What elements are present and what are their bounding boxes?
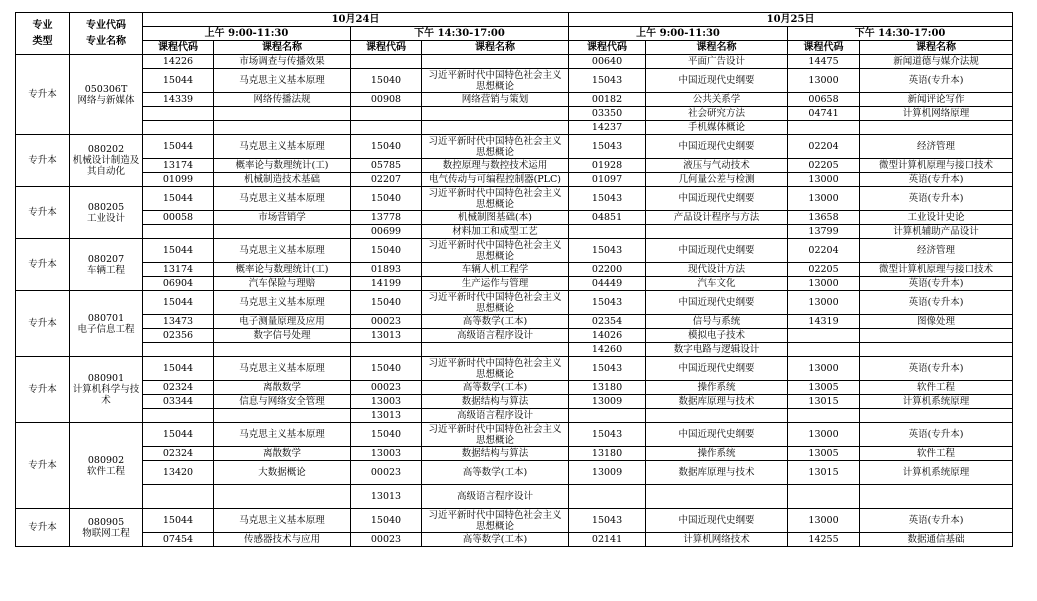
course-name-cell: 数字电路与逻辑设计: [646, 343, 788, 357]
course-code-cell: 14237: [569, 121, 646, 135]
course-name-cell: 微型计算机原理与接口技术: [860, 159, 1013, 173]
course-name-cell: 经济管理: [860, 239, 1013, 263]
course-code-cell: 00908: [351, 93, 422, 107]
course-name-cell: 软件工程: [860, 447, 1013, 461]
course-code-cell: 15043: [569, 187, 646, 211]
major-code-name-cell: 080205 工业设计: [70, 187, 143, 239]
course-code-cell: 02324: [143, 381, 214, 395]
course-name-cell: 英语(专升本): [860, 509, 1013, 533]
table-row: [16, 343, 1013, 357]
course-code-cell: 02204: [788, 135, 860, 159]
course-name-cell: 数控原理与数控技术运用: [422, 159, 569, 173]
course-name-cell: 传感器技术与应用: [214, 533, 351, 547]
course-code-cell: [351, 343, 422, 357]
table-row: [16, 211, 1013, 225]
course-code-cell: 00023: [351, 315, 422, 329]
course-name-header: 课程名称: [860, 41, 1013, 55]
course-code-cell: 13778: [351, 211, 422, 225]
course-name-cell: 经济管理: [860, 135, 1013, 159]
course-code-cell: 13013: [351, 329, 422, 343]
course-code-header: 课程代码: [788, 41, 860, 55]
course-code-cell: 13005: [788, 447, 860, 461]
course-code-cell: 02141: [569, 533, 646, 547]
course-name-cell: 微型计算机原理与接口技术: [860, 263, 1013, 277]
course-name-cell: 软件工程: [860, 381, 1013, 395]
table-row: [16, 121, 1013, 135]
course-name-cell: 市场调查与传播效果: [214, 55, 351, 69]
course-name-cell: 操作系统: [646, 447, 788, 461]
course-code-cell: 13015: [788, 461, 860, 485]
course-code-header: 课程代码: [351, 41, 422, 55]
course-code-cell: [788, 409, 860, 423]
table-row: [16, 263, 1013, 277]
course-name-cell: 机械制造技术基础: [214, 173, 351, 187]
course-code-cell: 13003: [351, 447, 422, 461]
course-name-cell: 机械制图基础(本): [422, 211, 569, 225]
course-name-cell: 离散数学: [214, 381, 351, 395]
course-code-cell: 00699: [351, 225, 422, 239]
course-code-cell: 13000: [788, 509, 860, 533]
course-code-cell: 13473: [143, 315, 214, 329]
course-code-cell: 13009: [569, 461, 646, 485]
course-code-cell: [351, 107, 422, 121]
course-code-cell: 13015: [788, 395, 860, 409]
course-name-cell: 习近平新时代中国特色社会主义思想概论: [422, 357, 569, 381]
course-code-cell: [788, 121, 860, 135]
course-code-cell: 14319: [788, 315, 860, 329]
table-row: [16, 409, 1013, 423]
session-header-day1-pm: 下午 14:30-17:00: [351, 27, 569, 41]
major-type-cell: 专升本: [16, 55, 70, 135]
course-name-cell: 数据结构与算法: [422, 395, 569, 409]
course-code-cell: 13180: [569, 447, 646, 461]
course-name-cell: 习近平新时代中国特色社会主义思想概论: [422, 291, 569, 315]
course-code-cell: 14026: [569, 329, 646, 343]
course-code-cell: 00023: [351, 533, 422, 547]
course-code-cell: 13000: [788, 291, 860, 315]
course-name-cell: 公共关系学: [646, 93, 788, 107]
course-name-cell: 手机媒体概论: [646, 121, 788, 135]
course-code-cell: [788, 329, 860, 343]
course-name-cell: 市场营销学: [214, 211, 351, 225]
course-name-cell: [860, 121, 1013, 135]
course-name-cell: [860, 485, 1013, 509]
course-code-cell: 13658: [788, 211, 860, 225]
course-code-cell: 13174: [143, 159, 214, 173]
course-name-cell: [422, 121, 569, 135]
table-row: [16, 173, 1013, 187]
table-row: [16, 93, 1013, 107]
table-row: [16, 187, 1013, 211]
course-name-cell: 高等数学(工本): [422, 461, 569, 485]
course-code-cell: 15043: [569, 291, 646, 315]
course-code-cell: 01893: [351, 263, 422, 277]
major-code-name-cell: 050306T 网络与新媒体: [70, 55, 143, 135]
course-code-cell: 02354: [569, 315, 646, 329]
course-code-cell: 13003: [351, 395, 422, 409]
course-code-cell: 13013: [351, 409, 422, 423]
course-code-cell: 00023: [351, 461, 422, 485]
course-name-cell: 社会研究方法: [646, 107, 788, 121]
course-name-cell: 习近平新时代中国特色社会主义思想概论: [422, 239, 569, 263]
course-name-cell: 概率论与数理统计(工): [214, 263, 351, 277]
table-row: [16, 239, 1013, 263]
course-code-cell: [351, 55, 422, 69]
course-name-cell: 中国近现代史纲要: [646, 135, 788, 159]
course-code-cell: 15044: [143, 423, 214, 447]
major-type-header: 专业 类型: [16, 13, 70, 55]
course-name-cell: [646, 409, 788, 423]
table-row: [16, 225, 1013, 239]
course-code-cell: 13000: [788, 423, 860, 447]
course-name-cell: [214, 121, 351, 135]
course-name-cell: 高级语言程序设计: [422, 329, 569, 343]
table-row: [16, 277, 1013, 291]
major-type-cell: 专升本: [16, 509, 70, 547]
course-name-cell: 计算机网络技术: [646, 533, 788, 547]
course-code-cell: 01928: [569, 159, 646, 173]
course-name-cell: 英语(专升本): [860, 423, 1013, 447]
course-code-cell: 15044: [143, 357, 214, 381]
table-row: [16, 107, 1013, 121]
course-code-cell: 15040: [351, 423, 422, 447]
course-code-cell: 15043: [569, 509, 646, 533]
course-name-cell: 中国近现代史纲要: [646, 357, 788, 381]
course-name-cell: [214, 409, 351, 423]
course-name-cell: 数据库原理与技术: [646, 461, 788, 485]
course-name-cell: 现代设计方法: [646, 263, 788, 277]
course-name-cell: 计算机系统原理: [860, 395, 1013, 409]
course-name-cell: 马克思主义基本原理: [214, 69, 351, 93]
course-code-header: 课程代码: [143, 41, 214, 55]
course-name-header: 课程名称: [422, 41, 569, 55]
course-name-cell: 液压与气动技术: [646, 159, 788, 173]
course-name-cell: 高等数学(工本): [422, 381, 569, 395]
course-code-cell: 04741: [788, 107, 860, 121]
course-code-cell: 02356: [143, 329, 214, 343]
table-row: [16, 329, 1013, 343]
major-type-cell: 专升本: [16, 187, 70, 239]
course-code-cell: [569, 409, 646, 423]
course-name-cell: 数据库原理与技术: [646, 395, 788, 409]
course-code-cell: 13420: [143, 461, 214, 485]
course-name-cell: 中国近现代史纲要: [646, 423, 788, 447]
table-row: [16, 447, 1013, 461]
course-code-cell: 13180: [569, 381, 646, 395]
course-name-cell: [214, 225, 351, 239]
course-name-cell: 马克思主义基本原理: [214, 423, 351, 447]
course-code-cell: 15044: [143, 187, 214, 211]
course-name-cell: 操作系统: [646, 381, 788, 395]
table-row: [16, 315, 1013, 329]
course-code-cell: 13799: [788, 225, 860, 239]
major-code-name-cell: 080701 电子信息工程: [70, 291, 143, 357]
course-name-cell: 数据结构与算法: [422, 447, 569, 461]
course-name-cell: 马克思主义基本原理: [214, 239, 351, 263]
course-name-cell: 电子测量原理及应用: [214, 315, 351, 329]
table-row: [16, 533, 1013, 547]
course-name-cell: 马克思主义基本原理: [214, 509, 351, 533]
course-code-cell: [351, 121, 422, 135]
course-code-cell: 15040: [351, 69, 422, 93]
course-code-cell: 15043: [569, 423, 646, 447]
course-name-cell: 高等数学(工本): [422, 533, 569, 547]
date-header-day2: 10月25日: [569, 13, 1013, 27]
course-name-cell: [214, 343, 351, 357]
course-code-cell: [569, 225, 646, 239]
course-name-cell: [422, 107, 569, 121]
course-code-cell: 15040: [351, 509, 422, 533]
course-name-cell: 中国近现代史纲要: [646, 69, 788, 93]
course-name-cell: 数字信号处理: [214, 329, 351, 343]
course-code-cell: [143, 343, 214, 357]
course-name-cell: 习近平新时代中国特色社会主义思想概论: [422, 509, 569, 533]
course-name-cell: 生产运作与管理: [422, 277, 569, 291]
course-name-header: 课程名称: [646, 41, 788, 55]
course-code-cell: 02207: [351, 173, 422, 187]
course-code-cell: 14339: [143, 93, 214, 107]
course-code-cell: 07454: [143, 533, 214, 547]
course-name-cell: [214, 107, 351, 121]
course-code-cell: 02204: [788, 239, 860, 263]
course-name-cell: 高级语言程序设计: [422, 485, 569, 509]
course-code-cell: [788, 485, 860, 509]
course-name-cell: 信息与网络安全管理: [214, 395, 351, 409]
course-code-cell: 14255: [788, 533, 860, 547]
course-code-cell: 03350: [569, 107, 646, 121]
course-code-cell: 14475: [788, 55, 860, 69]
course-name-cell: 马克思主义基本原理: [214, 357, 351, 381]
course-code-cell: 13174: [143, 263, 214, 277]
course-code-cell: 15040: [351, 239, 422, 263]
course-code-header: 课程代码: [569, 41, 646, 55]
course-code-cell: 04449: [569, 277, 646, 291]
schedule-body: [16, 55, 1013, 547]
course-name-cell: 英语(专升本): [860, 69, 1013, 93]
course-name-cell: 几何量公差与检测: [646, 173, 788, 187]
course-name-cell: 高级语言程序设计: [422, 409, 569, 423]
course-name-cell: 材料加工和成型工艺: [422, 225, 569, 239]
major-code-name-cell: 080202 机械设计制造及其自动化: [70, 135, 143, 187]
course-name-cell: 大数据概论: [214, 461, 351, 485]
course-name-cell: 车辆人机工程学: [422, 263, 569, 277]
course-code-cell: 00640: [569, 55, 646, 69]
course-code-cell: 15040: [351, 357, 422, 381]
course-code-cell: 02324: [143, 447, 214, 461]
course-name-cell: 网络营销与策划: [422, 93, 569, 107]
course-code-cell: [143, 225, 214, 239]
course-name-cell: 英语(专升本): [860, 291, 1013, 315]
course-name-cell: 概率论与数理统计(工): [214, 159, 351, 173]
course-name-cell: [646, 485, 788, 509]
course-code-cell: 15043: [569, 239, 646, 263]
date-header-day1: 10月24日: [143, 13, 569, 27]
course-code-cell: 13005: [788, 381, 860, 395]
course-code-cell: 14199: [351, 277, 422, 291]
course-code-cell: 15043: [569, 135, 646, 159]
exam-schedule-table: [15, 12, 1013, 547]
course-code-cell: 00658: [788, 93, 860, 107]
table-row: [16, 381, 1013, 395]
course-code-cell: 15043: [569, 69, 646, 93]
major-type-cell: 专升本: [16, 357, 70, 423]
table-row: [16, 461, 1013, 485]
course-code-cell: 02205: [788, 263, 860, 277]
course-name-cell: 图像处理: [860, 315, 1013, 329]
course-name-cell: 中国近现代史纲要: [646, 509, 788, 533]
session-header-day2-am: 上午 9:00-11:30: [569, 27, 788, 41]
table-row: [16, 509, 1013, 533]
table-row: [16, 485, 1013, 509]
course-name-cell: [422, 55, 569, 69]
course-code-cell: 13000: [788, 69, 860, 93]
table-row: [16, 357, 1013, 381]
course-code-cell: 01099: [143, 173, 214, 187]
course-name-cell: 信号与系统: [646, 315, 788, 329]
course-code-cell: 03344: [143, 395, 214, 409]
course-code-cell: 02200: [569, 263, 646, 277]
course-code-cell: [788, 343, 860, 357]
session-header-day2-pm: 下午 14:30-17:00: [788, 27, 1013, 41]
course-code-cell: 15044: [143, 135, 214, 159]
course-name-cell: 习近平新时代中国特色社会主义思想概论: [422, 69, 569, 93]
course-code-cell: [143, 121, 214, 135]
course-name-cell: 英语(专升本): [860, 357, 1013, 381]
course-name-cell: 马克思主义基本原理: [214, 187, 351, 211]
course-name-cell: 新闻评论写作: [860, 93, 1013, 107]
course-name-cell: 汽车文化: [646, 277, 788, 291]
course-name-cell: 中国近现代史纲要: [646, 239, 788, 263]
course-name-cell: 新闻道德与媒介法规: [860, 55, 1013, 69]
course-name-cell: 电气传动与可编程控制器(PLC): [422, 173, 569, 187]
course-code-cell: [143, 107, 214, 121]
course-code-cell: 06904: [143, 277, 214, 291]
table-row: [16, 291, 1013, 315]
table-row: [16, 159, 1013, 173]
course-name-cell: 马克思主义基本原理: [214, 291, 351, 315]
major-code-name-cell: 080207 车辆工程: [70, 239, 143, 291]
course-code-cell: 13000: [788, 277, 860, 291]
major-code-name-cell: 080905 物联网工程: [70, 509, 143, 547]
course-code-cell: 14226: [143, 55, 214, 69]
course-code-cell: 01097: [569, 173, 646, 187]
course-name-cell: 汽车保险与理赔: [214, 277, 351, 291]
course-name-cell: 中国近现代史纲要: [646, 187, 788, 211]
course-code-cell: 15044: [143, 509, 214, 533]
course-code-cell: 13000: [788, 173, 860, 187]
course-code-cell: 15044: [143, 291, 214, 315]
major-type-cell: 专升本: [16, 423, 70, 509]
course-code-cell: 02205: [788, 159, 860, 173]
course-name-cell: 计算机网络原理: [860, 107, 1013, 121]
course-code-cell: 13000: [788, 357, 860, 381]
course-code-cell: 15044: [143, 239, 214, 263]
course-name-cell: [860, 409, 1013, 423]
course-name-cell: [646, 225, 788, 239]
course-name-cell: [214, 485, 351, 509]
course-code-cell: 00058: [143, 211, 214, 225]
course-name-cell: 平面广告设计: [646, 55, 788, 69]
course-code-cell: 13009: [569, 395, 646, 409]
table-row: [16, 69, 1013, 93]
major-code-name-header: 专业代码 专业名称: [70, 13, 143, 55]
course-name-cell: 产品设计程序与方法: [646, 211, 788, 225]
course-code-cell: 00182: [569, 93, 646, 107]
course-code-cell: [143, 409, 214, 423]
course-name-cell: 计算机系统原理: [860, 461, 1013, 485]
course-name-cell: 数据通信基础: [860, 533, 1013, 547]
course-name-cell: 习近平新时代中国特色社会主义思想概论: [422, 135, 569, 159]
course-code-cell: 15040: [351, 291, 422, 315]
course-name-cell: 英语(专升本): [860, 277, 1013, 291]
table-row: [16, 423, 1013, 447]
course-code-cell: 15040: [351, 135, 422, 159]
course-code-cell: 05785: [351, 159, 422, 173]
course-name-cell: 工业设计史论: [860, 211, 1013, 225]
course-name-cell: [422, 343, 569, 357]
table-row: [16, 55, 1013, 69]
course-code-cell: 15043: [569, 357, 646, 381]
table-row: [16, 135, 1013, 159]
course-name-cell: 中国近现代史纲要: [646, 291, 788, 315]
major-code-name-cell: 080901 计算机科学与技术: [70, 357, 143, 423]
course-name-cell: 网络传播法规: [214, 93, 351, 107]
course-name-cell: 离散数学: [214, 447, 351, 461]
course-code-cell: [569, 485, 646, 509]
course-code-cell: 15040: [351, 187, 422, 211]
course-name-cell: 模拟电子技术: [646, 329, 788, 343]
course-name-cell: 马克思主义基本原理: [214, 135, 351, 159]
course-name-cell: [860, 329, 1013, 343]
course-name-cell: 习近平新时代中国特色社会主义思想概论: [422, 187, 569, 211]
table-row: [16, 395, 1013, 409]
course-code-cell: 15044: [143, 69, 214, 93]
course-code-cell: 00023: [351, 381, 422, 395]
session-header-day1-am: 上午 9:00-11:30: [143, 27, 351, 41]
course-name-cell: [860, 343, 1013, 357]
major-code-name-cell: 080902 软件工程: [70, 423, 143, 509]
course-code-cell: 13000: [788, 187, 860, 211]
course-code-cell: 04851: [569, 211, 646, 225]
course-name-cell: 习近平新时代中国特色社会主义思想概论: [422, 423, 569, 447]
course-name-cell: 英语(专升本): [860, 187, 1013, 211]
course-name-cell: 计算机辅助产品设计: [860, 225, 1013, 239]
major-type-cell: 专升本: [16, 291, 70, 357]
major-type-cell: 专升本: [16, 239, 70, 291]
course-code-cell: 13013: [351, 485, 422, 509]
course-code-cell: 14260: [569, 343, 646, 357]
course-name-cell: 高等数学(工本): [422, 315, 569, 329]
course-code-cell: [143, 485, 214, 509]
course-name-cell: 英语(专升本): [860, 173, 1013, 187]
course-name-header: 课程名称: [214, 41, 351, 55]
major-type-cell: 专升本: [16, 135, 70, 187]
